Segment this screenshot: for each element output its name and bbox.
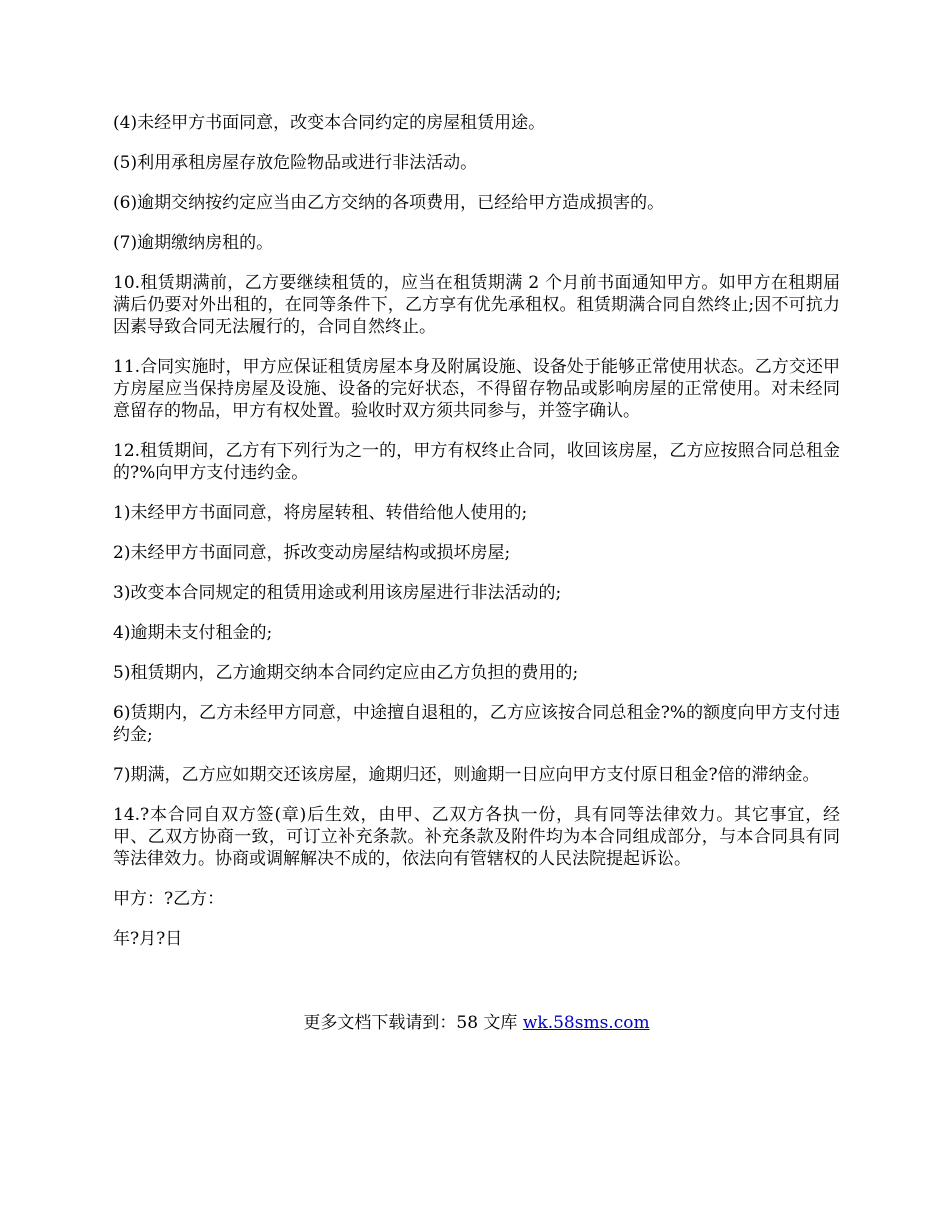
sub-clause-6: 6)赁期内，乙方未经甲方同意，中途擅自退租的，乙方应该按合同总租金?%的额度向甲方支付违约金; [113, 703, 840, 745]
footer-text: 更多文档下载请到：58 文库 [303, 1013, 523, 1033]
sub-clause-2: 2)未经甲方书面同意，拆改变动房屋结构或损坏房屋; [113, 543, 511, 563]
clause-4: (4)未经甲方书面同意，改变本合同约定的房屋租赁用途。 [113, 113, 546, 133]
clause-5: (5)利用承租房屋存放危险物品或进行非法活动。 [113, 153, 478, 173]
clause-12-termination: 12.租赁期间，乙方有下列行为之一的，甲方有权终止合同，收回该房屋，乙方应按照合同总租金的?%向甲方支付违约金。 [113, 441, 840, 483]
signature-date: 年?月?日 [113, 929, 183, 949]
clause-14-effect: 14.?本合同自双方签(章)后生效，由甲、乙双方各执一份，具有同等法律效力。其它事宜，经甲、乙双方协商一致，可订立补充条款。补充条款及附件均为本合同组成部分，与本合同具有同等法律效力。协商或调解解决不成的，依法向有管辖权的人民法院提起诉讼。 [113, 805, 840, 869]
clause-6: (6)逾期交纳按约定应当由乙方交纳的各项费用，已经给甲方造成损害的。 [113, 193, 665, 213]
document-body [113, 112, 840, 968]
sub-clause-1: 1)未经甲方书面同意，将房屋转租、转借给他人使用的; [113, 503, 528, 523]
footer [113, 1012, 840, 1034]
sub-clause-3: 3)改变本合同规定的租赁用途或利用该房屋进行非法活动的; [113, 583, 562, 603]
sub-clause-5: 5)租赁期内，乙方逾期交纳本合同约定应由乙方负担的费用的; [113, 663, 579, 683]
clause-11-handover: 11.合同实施时，甲方应保证租赁房屋本身及附属设施、设备处于能够正常使用状态。乙方交还甲方房屋应当保持房屋及设施、设备的完好状态，不得留存物品或影响房屋的正常使用。对未经同意留存的物品，甲方有权处置。验收时双方须共同参与，并签字确认。 [113, 357, 840, 421]
sub-clause-4: 4)逾期未支付租金的; [113, 623, 273, 643]
clause-10-renewal: 10.租赁期满前，乙方要继续租赁的，应当在租赁期满 2 个月前书面通知甲方。如甲方在租期届满后仍要对外出租的，在同等条件下，乙方享有优先承租权。租赁期满合同自然终止;因不可抗力因素导致合同无法履行的，合同自然终止。 [113, 273, 840, 337]
clause-7: (7)逾期缴纳房租的。 [113, 233, 274, 253]
footer-link[interactable]: wk.58sms.com [522, 1013, 650, 1033]
signature-parties: 甲方：?乙方： [113, 889, 225, 909]
sub-clause-7: 7)期满，乙方应如期交还该房屋，逾期归还，则逾期一日应向甲方支付原日租金?倍的滞纳金。 [113, 765, 820, 785]
